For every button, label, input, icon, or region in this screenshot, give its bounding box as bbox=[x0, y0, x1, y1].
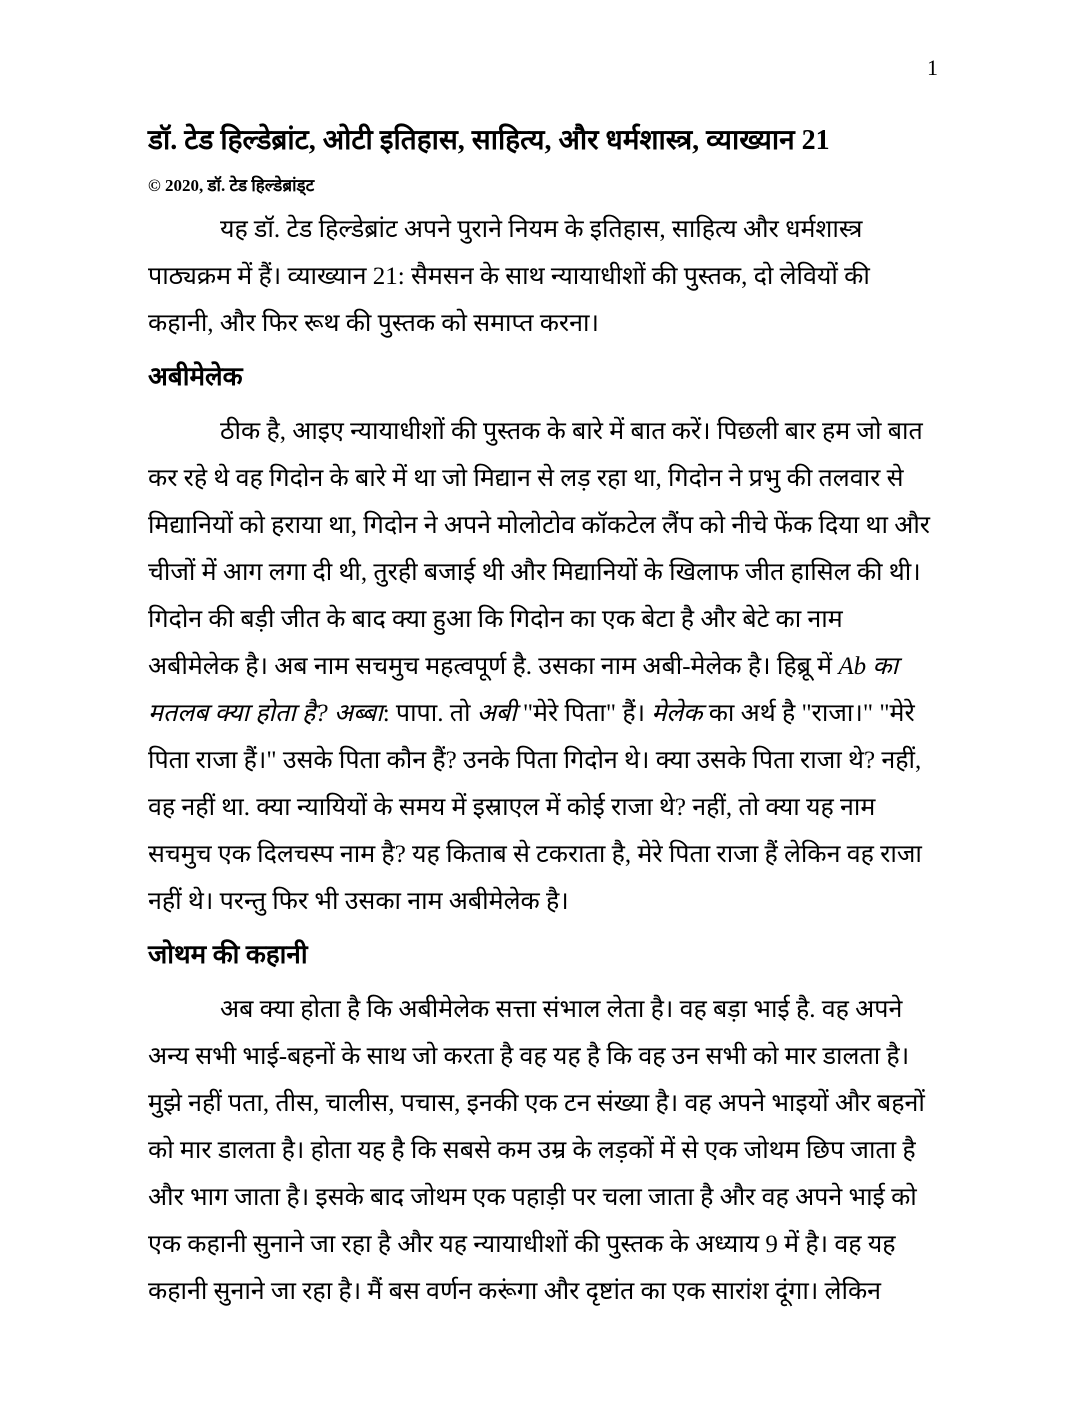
section-heading-jotham-story: जोथम की कहानी bbox=[148, 940, 308, 969]
jotham-paragraph: अब क्या होता है कि अबीमेलेक सत्ता संभाल लेता है। वह बड़ा भाई है. वह अपने अन्य सभी भाई-बहनों के साथ जो करता है वह यह है कि वह उन सभी को मार डालता है। मुझे नहीं पता, तीस, चालीस, पचास, इनकी एक टन संख्या है। वह अपने भाइयों और बहनों को मार डालता है। होता यह है कि सबसे कम उम्र के लड़कों में से एक जोथम छिप जाता है और भाग जाता है। इसके बाद जोथम एक पहाड़ी पर चला जाता है और वह अपने भाई को एक कहानी सुनाने जा रहा है और यह न्यायाधीशों की पुस्तक के अध्याय 9 में है। वह यह कहानी सुनाने जा रहा है। मैं बस वर्णन करूंगा और दृष्टांत का एक सारांश दूंगा। लेकिन bbox=[148, 996, 925, 1305]
abimelech-paragraph bbox=[148, 408, 938, 925]
text-run: का अर्थ है "राजा।" "मेरे पिता राजा हैं।" उसके पिता कौन हैं? उनके पिता गिदोन थे। क्या उसके पिता राजा थे? नहीं, वह नहीं था. क्या न्यायियों के समय में इस्राएल में कोई राजा थे? नहीं, तो क्या यह नाम सचमुच एक दिलचस्प नाम है? यह किताब से टकराता है, मेरे पिता राजा हैं लेकिन वह राजा नहीं थे। परन्तु फिर भी उसका नाम अबीमेलेक है। bbox=[148, 700, 922, 915]
section-heading-abimelech: अबीमेलेक bbox=[148, 362, 243, 391]
text-run-italic: Ab का मतलब क्या होता है? अब्बा bbox=[148, 653, 899, 727]
document-title: डॉ. टेड हिल्डेब्रांट, ओटी इतिहास, साहित्य, और धर्मशास्त्र, व्याख्यान 21 bbox=[148, 125, 830, 156]
text-run: ठीक है, आइए न्यायाधीशों की पुस्तक के बारे में बात करें। पिछली बार हम जो बात कर रहे थे वह गिदोन के बारे में था जो मिद्यान से लड़ रहा था, गिदोन ने प्रभु की तलवार से मिद्यानियों को हराया था, गिदोन ने अपने मोलोटोव कॉकटेल लैंप को नीचे फेंक दिया था और चीजों में आग लगा दी थी, तुरही बजाई थी और मिद्यानियों के खिलाफ जीत हासिल की थी। गिदोन की बड़ी जीत के बाद क्या हुआ कि गिदोन का एक बेटा है और बेटे का नाम अबीमेलेक है। अब नाम सचमुच महत्वपूर्ण है. उसका नाम अबी-मेलेक है। हिब्रू में bbox=[148, 418, 931, 680]
intro-paragraph: यह डॉ. टेड हिल्डेब्रांट अपने पुराने नियम के इतिहास, साहित्य और धर्मशास्त्र पाठ्यक्रम में हैं। व्याख्यान 21: सैमसन के साथ न्यायाधीशों की पुस्तक, दो लेवियों की कहानी, और फिर रूथ की पुस्तक को समाप्त करना। bbox=[148, 216, 870, 337]
copyright-line: © 2020, डॉ. टेड हिल्डेब्रांड्ट bbox=[148, 176, 315, 195]
text-run: : पापा. तो bbox=[382, 700, 477, 727]
text-run: "मेरे पिता" हैं। bbox=[516, 700, 652, 727]
text-run-italic: अबी bbox=[476, 700, 517, 727]
page-number: 1 bbox=[927, 55, 938, 80]
text-run-italic: मेलेक bbox=[651, 700, 703, 727]
